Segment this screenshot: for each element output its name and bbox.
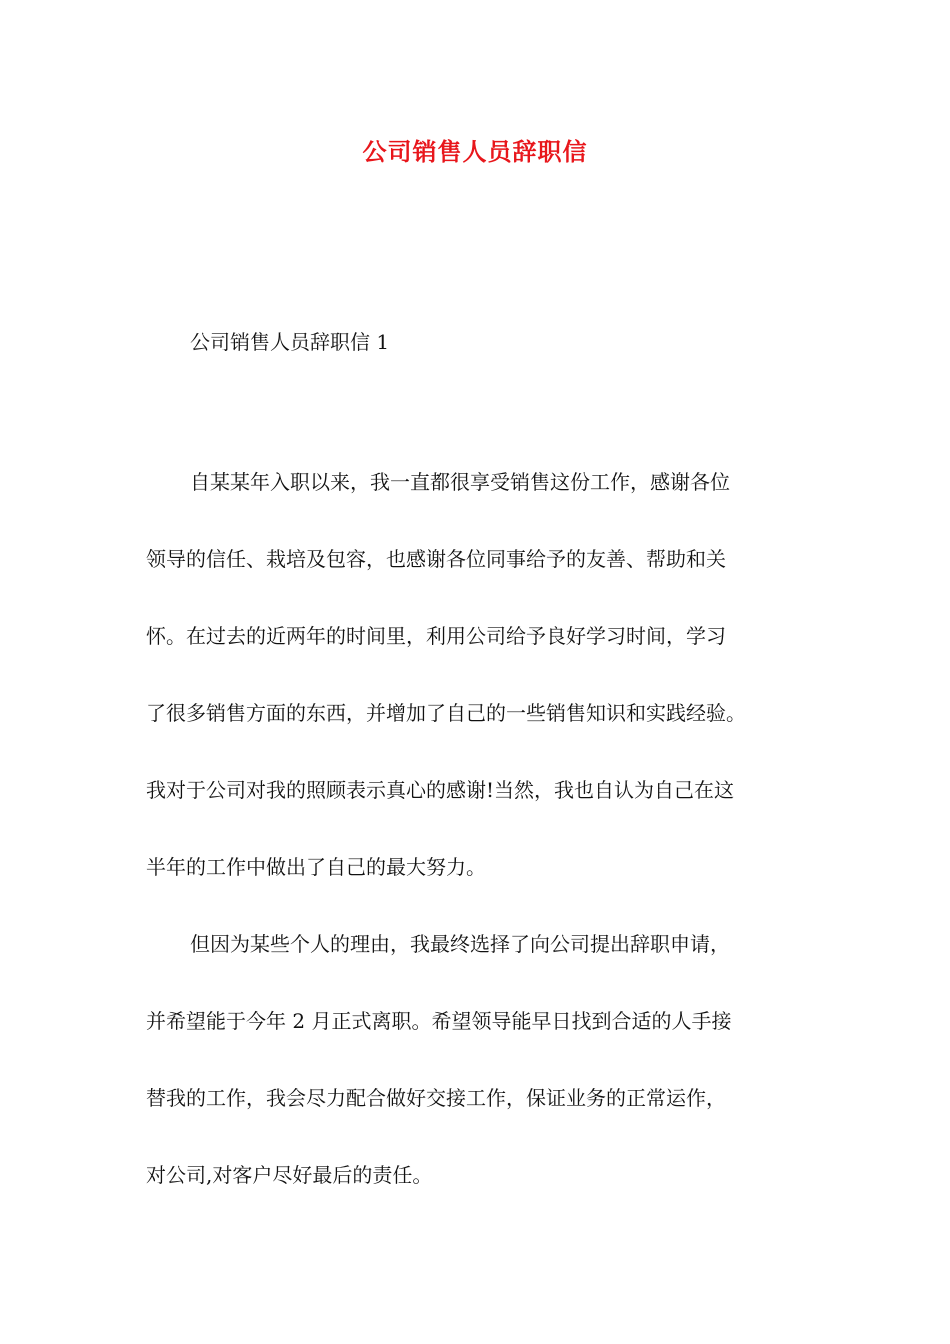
paragraph-line: 了很多销售方面的东西，并增加了自己的一些销售知识和实践经验。	[146, 701, 746, 725]
paragraph-1	[146, 462, 826, 924]
paragraph-line: 自某某年入职以来，我一直都很享受销售这份工作，感谢各位	[190, 470, 730, 494]
paragraph-line: 我对于公司对我的照顾表示真心的感谢!当然，我也自认为自己在这	[146, 778, 735, 802]
paragraph-line: 怀。在过去的近两年的时间里，利用公司给予良好学习时间，学习	[146, 624, 726, 648]
paragraph-line: 并希望能于今年 2 月正式离职。希望领导能早日找到合适的人手接	[146, 1009, 732, 1033]
paragraph-line: 领导的信任、栽培及包容，也感谢各位同事给予的友善、帮助和关	[146, 547, 726, 571]
paragraph-2	[146, 924, 826, 1232]
paragraph-line: 替我的工作，我会尽力配合做好交接工作，保证业务的正常运作，	[146, 1086, 726, 1110]
paragraph-line: 半年的工作中做出了自己的最大努力。	[146, 855, 486, 879]
paragraph-line: 但因为某些个人的理由，我最终选择了向公司提出辞职申请，	[190, 932, 730, 956]
paragraph-line: 对公司,对客户尽好最后的责任。	[146, 1163, 433, 1187]
section-heading: 公司销售人员辞职信 1	[190, 330, 390, 354]
document-title: 公司销售人员辞职信	[362, 137, 588, 166]
